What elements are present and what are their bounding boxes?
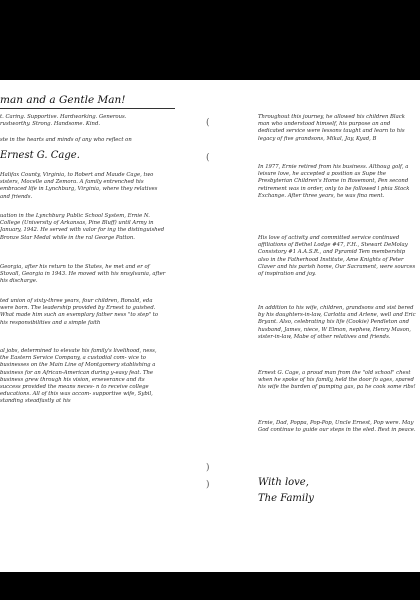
paragraph: In 1977, Ernie retired from his business. Althoug golf, a leisure love, he accepted a position as Supe the Presbyterian Children's Home in Rosemont, Pen second retirement was in order, only to be followed l phia Stock Exchange. After three years, he was fina ment. — [258, 164, 410, 199]
intro-line: t. Caring. Supportive. Hardworking. Generous. — [0, 114, 127, 120]
closing-signature: The Family — [258, 493, 314, 504]
honoree-name: Ernest G. Cage. — [0, 150, 80, 161]
bottom-black-band — [0, 572, 420, 600]
paragraph: Georgia, after his return to the States, he met and er of Stovall, Georgia in 1943. He moved with his nnsylvania, after his discharge. — [0, 264, 166, 285]
page-heading: man and a Gentle Man! — [0, 94, 126, 106]
binding-mark: ) — [206, 463, 210, 473]
left-page — [0, 80, 210, 572]
right-page — [210, 80, 420, 572]
intro-line: rustworthy. Strong. Handsome. Kind. — [0, 121, 101, 127]
paragraph: His love of activity and committed service continued affiliations of Bethel Lodge #47, F.H., Stewart DeMolay Consistory #1 A.A.S.R., and Pyramid Tem membership also in the Fatherhood Institute, Ame Knights of Peter Claver and his parish home, Our Sacrament, were sources of inspiration and joy. — [258, 235, 416, 278]
closing-line: With love, — [258, 477, 309, 488]
top-black-band — [0, 0, 420, 80]
intro-tail: ste in the hearts and minds of any who reflect on — [0, 137, 132, 143]
paragraph: In addition to his wife, children, grandsons and sist bered by his daughters-in-law, Carlotta and Arlene, well and Eric Bryant. Also, celebrating his life (Cookie) Pendleton and husband, James, niece, W Elmon, nephew, Henry Mason, sister-in-law, Mabe of other relatives and friends. — [258, 305, 416, 340]
paragraph: Throughout this journey, he allowed his children Black man who understood himself, his purpose an and dedicated service were lessons taught and learn to his legacy of five grandsons, Mikal, Jay, Kyad, B — [258, 114, 405, 142]
paragraph: Ernest G. Cage, a proud man from the "old school" chest when he spoke of his family, held the door fo ages, spared his wife the burden of pumping gas, pa he cook some ribs! — [258, 370, 416, 391]
paragraph: al jobs, determined to elevate his family's livelihood, ness, the Eastern Service Company, a custodial com- vice to businesses on the Main Line of Montgomery stablishing a business for an African-American during y-easy feat. The business grew through his vision, erseverance and its success provided the means neces- n to receive college educations. All of this was accom- supportive wife, Sybil, standing steadfastly at his — [0, 348, 157, 405]
heading-rule — [0, 108, 175, 109]
binding-mark: ( — [206, 118, 210, 128]
binding-mark: ) — [206, 480, 210, 490]
paragraph: uation in the Lynchburg Public School System, Ernie N. College (University of Arkansas, Pine Bluff) until Army in January, 1942. He served with valor for ing the distinguished Bronze Star Medal while in the ral George Patton. — [0, 213, 165, 241]
binding-mark: ( — [206, 153, 210, 163]
paragraph: Halifax County, Virginia, to Robert and Maude Cage, two sisters, Mocelle and Zemora. A family entrenched his embraced life in Lynchburg, Virginia, where they relatives and friends. — [0, 172, 158, 200]
paragraph: Ernie, Dad, Poppa, Pop-Pop, Uncle Ernest, Pop were. May God continue to guide our steps in the eled. Rest in peace. — [258, 420, 416, 434]
paragraph: ted union of sixty-three years, four children, Ronald, eda were born. The leadership provided by Ernest to guished. What made him such an exemplary father ness "to step" to his responsibilities and a simple faith — [0, 298, 159, 326]
